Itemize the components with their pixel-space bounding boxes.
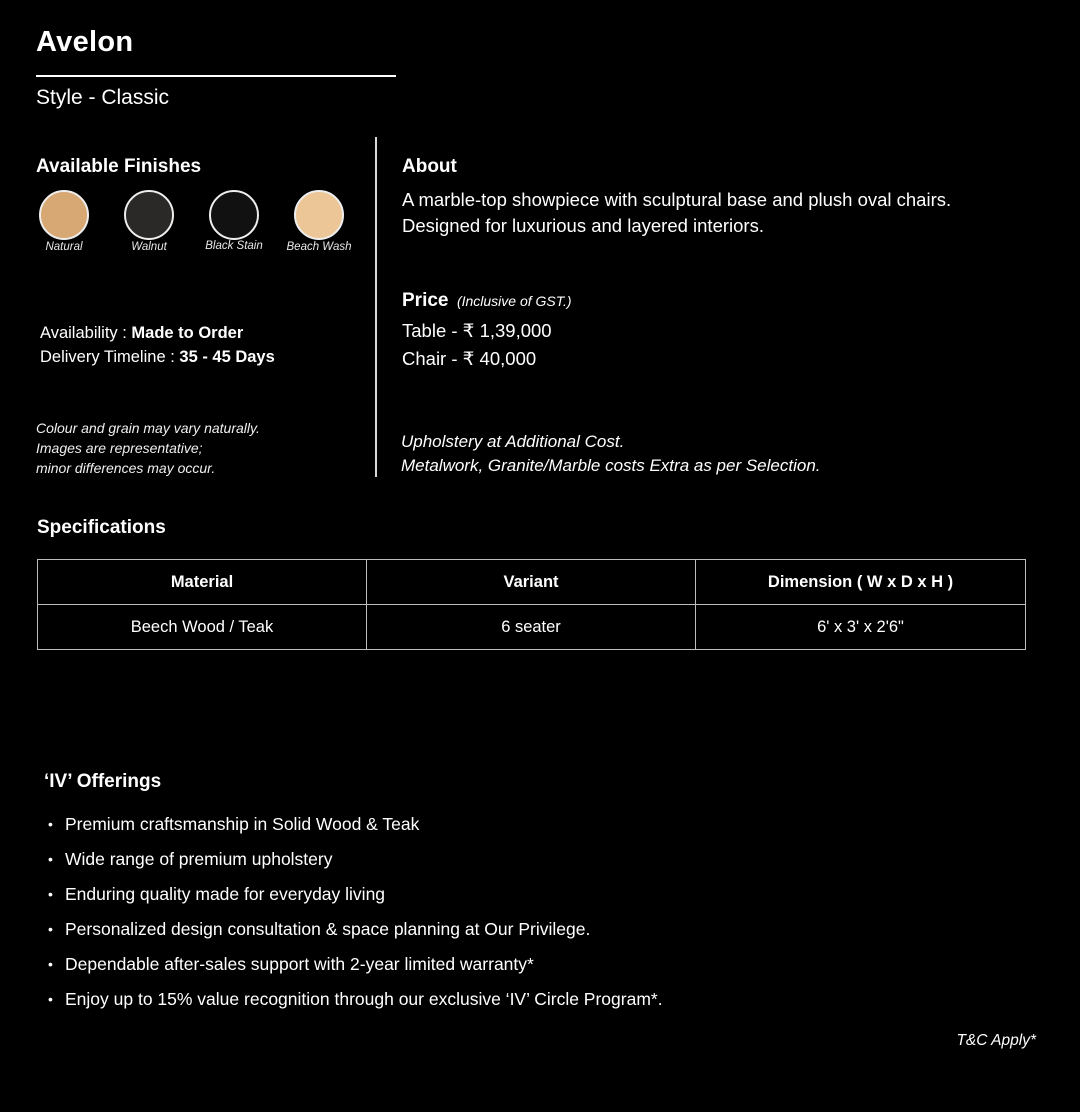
finish-label-walnut: Walnut (131, 241, 167, 253)
disclaimer-note (36, 418, 260, 478)
header-variant: Variant (367, 560, 696, 605)
finish-swatch-beach-wash[interactable] (294, 190, 344, 240)
finishes-heading: Available Finishes (36, 156, 202, 177)
finish-label-beach-wash: Beach Wash (286, 241, 352, 253)
list-item: • Dependable after-sales support with 2-year limited warranty* (65, 952, 663, 987)
offerings-heading: ‘IV’ Offerings (44, 771, 162, 792)
specifications-heading: Specifications (37, 517, 166, 538)
delivery-label: Delivery Timeline : (40, 348, 175, 366)
disclaimer-line: Images are representative; (36, 440, 203, 456)
price-title: Price (402, 290, 449, 311)
list-item: • Wide range of premium upholstery (65, 847, 663, 882)
delivery-value: 35 - 45 Days (179, 348, 275, 366)
availability-value: Made to Order (131, 324, 244, 342)
extra-cost-note (401, 430, 821, 478)
specifications-table (37, 559, 1026, 650)
availability-block (40, 321, 275, 369)
table-row (38, 605, 1026, 650)
header-dimension: Dimension ( W x D x H ) (696, 560, 1026, 605)
about-text: A marble-top showpiece with sculptural base and plush oval chairs. Designed for luxurious and layered interiors. (402, 189, 952, 236)
price-chair: Chair - ₹ 40,000 (402, 348, 537, 369)
availability-label: Availability : (40, 324, 127, 342)
disclaimer-line: minor differences may occur. (36, 460, 216, 476)
about-heading: About (402, 156, 457, 177)
finish-swatch-walnut[interactable] (124, 190, 174, 240)
finish-swatch-black-stain[interactable] (209, 190, 259, 240)
list-item: • Enjoy up to 15% value recognition through our exclusive ‘IV’ Circle Program*. (65, 987, 663, 1022)
extra-cost-line: Upholstery at Additional Cost. (401, 432, 625, 451)
cell-variant: 6 seater (367, 605, 696, 650)
table-header-row (38, 560, 1026, 605)
product-title: Avelon (36, 26, 134, 58)
list-item: • Enduring quality made for everyday living (65, 882, 663, 917)
finish-label-black-stain: Black Stain (205, 240, 263, 252)
cell-dimension: 6' x 3' x 2'6" (696, 605, 1026, 650)
cell-material: Beech Wood / Teak (38, 605, 367, 650)
column-divider (375, 137, 377, 477)
availability-line (40, 321, 275, 345)
title-underline (36, 75, 396, 77)
price-gst-note: (Inclusive of GST.) (456, 293, 572, 309)
terms-note: T&C Apply* (956, 1032, 1036, 1049)
extra-cost-line: Metalwork, Granite/Marble costs Extra as per Selection. (401, 456, 821, 475)
finish-label-natural: Natural (45, 241, 83, 253)
list-item: • Premium craftsmanship in Solid Wood & Teak (65, 812, 663, 847)
header-material: Material (38, 560, 367, 605)
finish-swatch-natural[interactable] (39, 190, 89, 240)
disclaimer-line: Colour and grain may vary naturally. (36, 420, 260, 436)
list-item: • Personalized design consultation & space planning at Our Privilege. (65, 917, 663, 952)
product-style: Style - Classic (36, 86, 170, 109)
price-heading (402, 290, 572, 312)
price-table: Table - ₹ 1,39,000 (402, 320, 552, 341)
offerings-list (65, 812, 663, 1022)
delivery-line (40, 345, 275, 369)
